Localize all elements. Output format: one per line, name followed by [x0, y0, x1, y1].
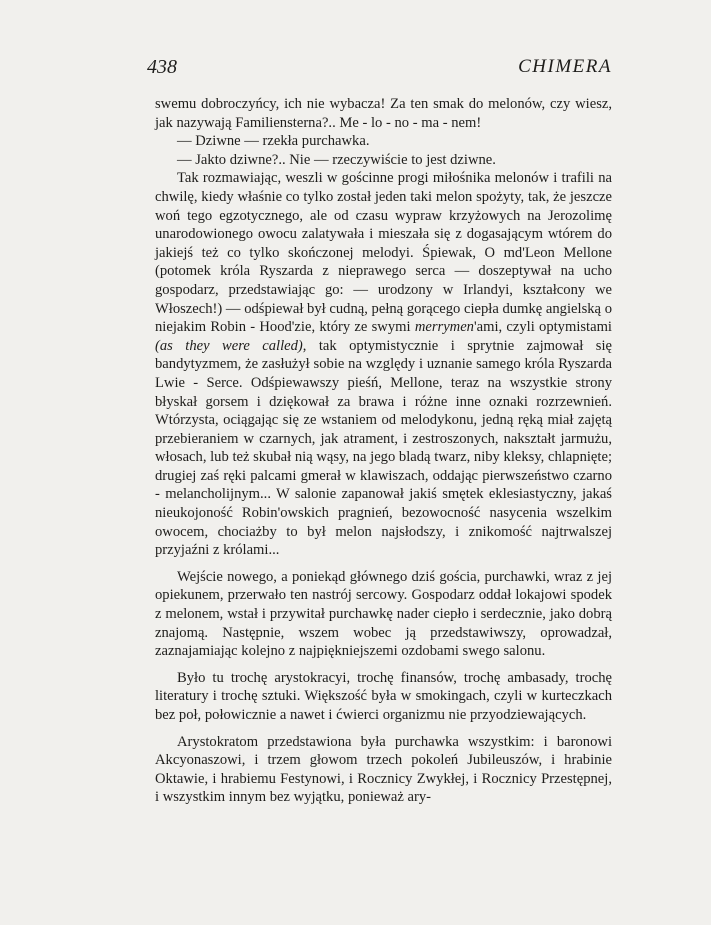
text-span: — Dziwne — rzekła purchawka.: [177, 133, 370, 150]
paragraph: [155, 169, 612, 559]
italic-phrase: (as they were called): [155, 337, 303, 354]
italic-term: merrymen: [414, 319, 474, 336]
page-number: 438: [147, 56, 177, 78]
text-span: , tak optymistycznie i sprytnie zajmował się bandytyzmem, że zasłużył sobie na względy i uznanie samego króla Ryszarda Lwie - Serce. Odśpiewawszy pieśń, Mellone, teraz na wszystkie strony błyskał gorsem i dziękował za brawa i różne inne oznaki rozrzewnień. Wtórzysta, ociągając się ze wstaniem od melodykonu, jedną ręką miał zajętą przebieraniem w czarnych, jak atrament, i zestroszonych, nakształt jarmużu, włosach, lub też skubał nią wąsy, na jego bladą twarz, niby kleksy, chlapnięte; drugiej zaś ręki palcami gmerał w klawiszach, oddając pierwszeństwo czarno - melancholijnym... W salonie zapanował jakiś smętek eklesiastyczny, jakaś nieukojoność Robin'owskich pragnień, bezowocność nasycenia wszelkim owocem, chociażby to był melon najsłodszy, i znikomość najtrwalszej przyjaźni z królami...: [155, 337, 613, 559]
text-span: — Jakto dziwne?.. Nie — rzeczywiście to jest dziwne.: [177, 151, 496, 168]
text-span: swemu dobroczyńcy, ich nie wybacza! Za ten smak do melonów, czy wiesz, jak nazywają Familiensterna?.. Me - lo - no - ma - nem!: [155, 96, 612, 131]
text-span: 'ami, czyli optymistami: [473, 319, 612, 336]
body-text: [155, 95, 612, 807]
page-header: [147, 56, 612, 82]
paragraph: [155, 95, 612, 132]
paragraph: [155, 151, 612, 170]
running-title: CHIMERA: [518, 56, 612, 77]
paragraph: [155, 733, 612, 807]
paragraph: [155, 132, 612, 151]
text-span: Wejście nowego, a poniekąd głównego dziś gościa, purchawki, wraz z jej opiekunem, przerwało ten nastrój sercowy. Gospodarz oddał lokajowi spodek z melonem, wstał i przywitał purchawkę nader ciepło i serdecznie, jako dobrą znajomą. Następnie, wszem wobec ją przedstawiwszy, oprowadzał, zaznajamiając kolejno z najpiękniejszemi ozdobami swego salonu.: [155, 568, 612, 660]
paragraph: [155, 568, 612, 661]
text-span: Było tu trochę arystokracyi, trochę finansów, trochę ambasady, trochę literatury i trochę sztuki. Większość była w smokingach, czyli w kurteczkach bez poł, połowicznie a nawet i ćwierci organizmu nie przyodziewających.: [155, 669, 612, 723]
paragraph: [155, 669, 612, 725]
text-span: Arystokratom przedstawiona była purchawka wszystkim: i baronowi Akcyonaszowi, i trzem głowom trzech pokoleń Jubileuszów, i hrabinie Oktawie, i hrabiemu Festynowi, i Rocznicy Zwykłej, i Rocznicy Przestępnej, i wszystkim innym bez wyjątku, ponieważ ary-: [155, 733, 612, 806]
text-span: Tak rozmawiając, weszli w gościnne progi miłośnika melonów i trafili na chwilę, kiedy właśnie co tylko został jeden taki melon spożyty, tak, że jeszcze woń tego egzotycznego, ale od czasu wypraw krzyżowych na Jerozolimę unarodowionego owocu zalatywała i mieszała się z dogasającym wtórem do jakiejś też co tylko skończonej melodyi. Śpiewak, O md'Leon Mellone (potomek króla Ryszarda z nieprawego serca — doszeptywał na ucho gospodarz, przedstawiając go: — urodzony w Irlandyi, kształcony we Włoszech!) — odśpiewał był cudną, pełną gorącego ciepła dumkę angielską o niejakim Robin - Hood'zie, który ze swymi: [155, 170, 612, 336]
